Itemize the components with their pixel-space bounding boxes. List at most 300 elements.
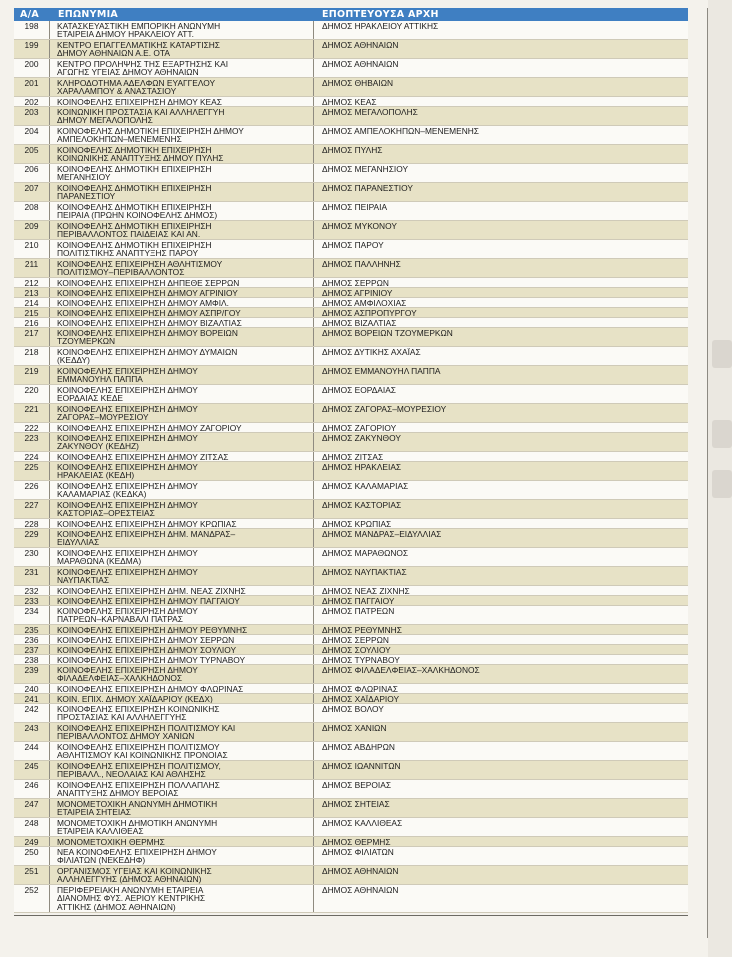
- entity-name-line: ΕΙΔΥΛΛΙΑΣ: [57, 537, 100, 547]
- table-row: [14, 462, 688, 481]
- table-row: [14, 240, 688, 259]
- supervising-authority: ΔΗΜΟΣ ΖΑΓΟΡΑΣ–ΜΟΥΡΕΣΙΟΥ: [322, 404, 447, 414]
- entity-name: [50, 761, 314, 779]
- entity-name-line: ΚΟΙΝΟΦΕΛΗΣ ΕΠΙΧΕΙΡΗΣΗ ΔΗΜΟΥ ΚΡΩΠΙΑΣ: [57, 519, 237, 528]
- entity-name-line: ΚΟΙΝΟΦΕΛΗΣ ΕΠΙΧΕΙΡΗΣΗ ΔΗΜΟΥ ΒΙΖΑΛΤΙΑΣ: [57, 318, 242, 327]
- table-row: [14, 452, 688, 462]
- table-row: [14, 704, 688, 723]
- row-number: 246: [14, 780, 50, 798]
- table-row: [14, 78, 688, 97]
- entity-name-line: ΕΤΑΙΡΕΙΑ ΔΗΜΟΥ ΗΡΑΚΛΕΙΟΥ ΑΤΤ.: [57, 29, 194, 39]
- entity-name-line: ΗΡΑΚΛΕΙΑΣ (ΚΕΔΗ): [57, 470, 135, 480]
- supervising-authority: ΔΗΜΟΣ ΠΑΓΓΑΙΟΥ: [322, 596, 395, 605]
- entity-name: [50, 278, 314, 287]
- table-row: [14, 59, 688, 78]
- entity-name-line: ΔΗΜΟΥ ΜΕΓΑΛΟΠΟΛΗΣ: [57, 115, 153, 125]
- row-number: 207: [14, 183, 50, 201]
- entity-name-line: ΠΕΡΙΒΑΛΛΟΝΤΟΣ ΠΑΙΔΕΙΑΣ ΚΑΙ ΑΝ.: [57, 229, 201, 239]
- row-number: 223: [14, 433, 50, 451]
- row-number: 250: [14, 847, 50, 865]
- table-row: [14, 145, 688, 164]
- table-row: [14, 635, 688, 645]
- entity-name-line: ΜΟΝΟΜΕΤΟΧΙΚΗ ΑΝΩΝΥΜΗ ΔΗΜΟΤΙΚΗ: [57, 799, 218, 809]
- entity-name: [50, 59, 314, 77]
- table-row: [14, 606, 688, 625]
- row-number: 242: [14, 704, 50, 722]
- entity-name: [50, 308, 314, 317]
- row-number: 229: [14, 529, 50, 547]
- entity-name-line: ΕΜΜΑΝΟΥΗΛ ΠΑΠΠΑ: [57, 374, 143, 384]
- bleed-through-mark: [712, 420, 732, 448]
- entity-name-line: ΑΜΠΕΛΟΚΗΠΩΝ–ΜΕΝΕΜΕΝΗΣ: [57, 134, 182, 144]
- entity-name-line: ΚΟΙΝΟΦΕΛΗΣ ΕΠΙΧΕΙΡΗΣΗ ΔΗΜΟΥ ΚΕΑΣ: [57, 97, 222, 106]
- entity-name: [50, 684, 314, 693]
- entity-name-line: ΧΑΡΑΛΑΜΠΟΥ & ΑΝΑΣΤΑΣΙΟΥ: [57, 86, 177, 96]
- supervising-authority: ΔΗΜΟΣ ΣΕΡΡΩΝ: [322, 278, 389, 287]
- row-number: 233: [14, 596, 50, 605]
- entity-name-line: ΚΕΝΤΡΟ ΠΡΟΛΗΨΗΣ ΤΗΣ ΕΞΑΡΤΗΣΗΣ ΚΑΙ: [57, 59, 229, 69]
- entity-name-line: ΜΕΓΑΝΗΣΙΟΥ: [57, 172, 111, 182]
- row-number: 210: [14, 240, 50, 258]
- supervising-authority: ΔΗΜΟΣ ΙΩΑΝΝΙΤΩΝ: [322, 761, 401, 771]
- bleed-through-mark: [712, 340, 732, 368]
- entity-name: [50, 423, 314, 432]
- entity-name: [50, 645, 314, 654]
- supervising-authority: ΔΗΜΟΣ ΑΒΔΗΡΩΝ: [322, 742, 395, 752]
- table-row: [14, 519, 688, 529]
- entity-name-line: ΦΙΛΙΑΤΩΝ (ΝΕΚΕΔΗΦ): [57, 855, 146, 865]
- entity-name: [50, 586, 314, 595]
- row-number: 237: [14, 645, 50, 654]
- row-number: 247: [14, 799, 50, 817]
- table-row: [14, 586, 688, 596]
- entity-name-line: ΖΑΓΟΡΑΣ–ΜΟΥΡΕΣΙΟΥ: [57, 412, 149, 422]
- entity-name: [50, 885, 314, 912]
- supervising-authority: ΔΗΜΟΣ ΑΘΗΝΑΙΩΝ: [322, 59, 399, 69]
- table-row: [14, 529, 688, 548]
- entity-name-line: ΚΟΙΝΟΦΕΛΗΣ ΕΠΙΧΕΙΡΗΣΗ ΔΗΜΟΥ ΑΣΠΡ/ΓΟΥ: [57, 308, 241, 317]
- supervising-authority: ΔΗΜΟΣ ΒΟΛΟΥ: [322, 704, 384, 714]
- entity-name: [50, 78, 314, 96]
- table-row: [14, 684, 688, 694]
- table-row: [14, 433, 688, 452]
- entity-name-line: ΚΟΙΝΟΦΕΛΗΣ ΕΠΙΧΕΙΡΗΣΗ ΚΟΙΝΩΝΙΚΗΣ: [57, 704, 220, 714]
- supervising-authority: ΔΗΜΟΣ ΝΑΥΠΑΚΤΙΑΣ: [322, 567, 407, 577]
- entity-name-line: ΠΑΡΑΝΕΣΤΙΟΥ: [57, 191, 116, 201]
- bleed-through-mark: [712, 470, 732, 498]
- supervising-authority: ΔΗΜΟΣ ΠΑΡΟΥ: [322, 240, 384, 250]
- entity-name-line: ΚΟΙΝΟΦΕΛΗΣ ΕΠΙΧΕΙΡΗΣΗ ΔΗΜΟΥ ΡΕΘΥΜΝΗΣ: [57, 625, 248, 634]
- row-number: 252: [14, 885, 50, 912]
- entity-name-line: ΚΟΙΝΟΦΕΛΗΣ ΕΠΙΧΕΙΡΗΣΗ ΔΗΜΟΥ ΒΟΡΕΙΩΝ: [57, 328, 238, 338]
- supervising-authority: ΔΗΜΟΣ ΚΑΣΤΟΡΙΑΣ: [322, 500, 402, 510]
- supervising-authority: ΔΗΜΟΣ ΖΑΓΟΡΙΟΥ: [322, 423, 397, 432]
- entity-name-line: ΚΟΙΝΟΦΕΛΗΣ ΕΠΙΧΕΙΡΗΣΗ ΑΘΛΗΤΙΣΜΟΥ: [57, 259, 223, 269]
- supervising-authority: ΔΗΜΟΣ ΒΕΡΟΙΑΣ: [322, 780, 391, 790]
- entity-name: [50, 548, 314, 566]
- row-number: 234: [14, 606, 50, 624]
- entity-name-line: ΚΟΙΝΟΦΕΛΗΣ ΕΠΙΧΕΙΡΗΣΗ ΔΗΜ. ΜΑΝΔΡΑΣ–: [57, 529, 236, 539]
- table-row: [14, 385, 688, 404]
- supervising-authority: ΔΗΜΟΣ ΧΑΝΙΩΝ: [322, 723, 387, 733]
- entity-name: [50, 126, 314, 144]
- row-number: 240: [14, 684, 50, 693]
- row-number: 248: [14, 818, 50, 836]
- row-number: 219: [14, 366, 50, 384]
- header-name: ΕΠΩΝΥΜΙΑ: [58, 9, 119, 20]
- table-row: [14, 126, 688, 145]
- entity-name: [50, 40, 314, 58]
- row-number: 217: [14, 328, 50, 346]
- row-number: 201: [14, 78, 50, 96]
- supervising-authority: ΔΗΜΟΣ ΚΡΩΠΙΑΣ: [322, 519, 392, 528]
- supervising-authority: ΔΗΜΟΣ ΑΘΗΝΑΙΩΝ: [322, 885, 399, 895]
- entity-name: [50, 567, 314, 585]
- entity-name-line: ΝΕΑ ΚΟΙΝΟΦΕΛΗΣ ΕΠΙΧΕΙΡΗΣΗ ΔΗΜΟΥ: [57, 847, 217, 857]
- entity-name-line: ΚΟΙΝΟΦΕΛΗΣ ΕΠΙΧΕΙΡΗΣΗ ΔΗΜΟΥ: [57, 366, 198, 376]
- row-number: 205: [14, 145, 50, 163]
- entity-name: [50, 635, 314, 644]
- entity-name-line: ΚΟΙΝΟΦΕΛΗΣ ΕΠΙΧΕΙΡΗΣΗ ΠΟΛΙΤΙΣΜΟΥ ΚΑΙ: [57, 723, 236, 733]
- supervising-authority: ΔΗΜΟΣ ΣΕΡΡΩΝ: [322, 635, 389, 644]
- entity-name-line: ΕΟΡΔΑΙΑΣ ΚΕΔΕ: [57, 393, 124, 403]
- entity-name-line: ΠΑΤΡΕΩΝ–ΚΑΡΝΑΒΑΛΙ ΠΑΤΡΑΣ: [57, 614, 183, 624]
- entity-name: [50, 21, 314, 39]
- entity-name-line: ΚΑΣΤΟΡΙΑΣ–ΟΡΕΣΤΕΙΑΣ: [57, 508, 155, 518]
- table-row: [14, 97, 688, 107]
- row-number: 226: [14, 481, 50, 499]
- supervising-authority: ΔΗΜΟΣ ΜΥΚΟΝΟΥ: [322, 221, 397, 231]
- table-row: [14, 665, 688, 684]
- supervising-authority: ΔΗΜΟΣ ΜΑΝΔΡΑΣ–ΕΙΔΥΛΛΙΑΣ: [322, 529, 442, 539]
- supervising-authority: ΔΗΜΟΣ ΗΡΑΚΛΕΙΟΥ ΑΤΤΙΚΗΣ: [322, 21, 439, 31]
- entity-name-line: ΚΟΙΝΟΦΕΛΗΣ ΕΠΙΧΕΙΡΗΣΗ ΔΗΜΟΥ ΦΛΩΡΙΝΑΣ: [57, 684, 244, 693]
- entity-name: [50, 866, 314, 884]
- entity-name: [50, 847, 314, 865]
- entity-name-line: ΚΟΙΝΟΦΕΛΗΣ ΕΠΙΧΕΙΡΗΣΗ ΠΟΛΙΤΙΣΜΟΥ,: [57, 761, 221, 771]
- row-number: 209: [14, 221, 50, 239]
- table-row: [14, 221, 688, 240]
- supervising-authority: ΔΗΜΟΣ ΒΙΖΑΛΤΙΑΣ: [322, 318, 397, 327]
- entity-name-line: ΚΟΙΝΟΦΕΛΗΣ ΕΠΙΧΕΙΡΗΣΗ ΔΗΜΟΥ: [57, 481, 198, 491]
- supervising-authority: ΔΗΜΟΣ ΠΕΙΡΑΙΑ: [322, 202, 388, 212]
- supervising-authority: ΔΗΜΟΣ ΑΘΗΝΑΙΩΝ: [322, 40, 399, 50]
- row-number: 199: [14, 40, 50, 58]
- table-row: [14, 40, 688, 59]
- entity-name: [50, 625, 314, 634]
- supervising-authority: ΔΗΜΟΣ ΔΥΤΙΚΗΣ ΑΧΑΪΑΣ: [322, 347, 421, 357]
- supervising-authority: ΔΗΜΟΣ ΠΑΡΑΝΕΣΤΙΟΥ: [322, 183, 413, 193]
- supervising-authority: ΔΗΜΟΣ ΑΜΦΙΛΟΧΙΑΣ: [322, 298, 407, 307]
- table-row: [14, 347, 688, 366]
- entity-name-line: ΚΟΙΝΟΦΕΛΗΣ ΕΠΙΧΕΙΡΗΣΗ ΔΗΜΟΥ: [57, 385, 198, 395]
- entity-name-line: ΚΟΙΝΟΦΕΛΗΣ ΔΗΜΟΤΙΚΗ ΕΠΙΧΕΙΡΗΣΗ: [57, 183, 212, 193]
- row-number: 216: [14, 318, 50, 327]
- row-number: 243: [14, 723, 50, 741]
- row-number: 212: [14, 278, 50, 287]
- entity-name: [50, 328, 314, 346]
- supervising-authority: ΔΗΜΟΣ ΤΥΡΝΑΒΟΥ: [322, 655, 400, 664]
- entity-name-line: ΤΖΟΥΜΕΡΚΩΝ: [57, 336, 116, 346]
- table-row: [14, 645, 688, 655]
- table-row: [14, 423, 688, 433]
- row-number: 244: [14, 742, 50, 760]
- entity-name-line: ΚΟΙΝΟΦΕΛΗΣ ΕΠΙΧΕΙΡΗΣΗ ΔΗΜΟΥ: [57, 462, 198, 472]
- row-number: 232: [14, 586, 50, 595]
- row-number: 214: [14, 298, 50, 307]
- table-row: [14, 761, 688, 780]
- table-row: [14, 885, 688, 913]
- entity-name-line: ΚΟΙΝΩΝΙΚΗΣ ΑΝΑΠΤΥΞΗΣ ΔΗΜΟΥ ΠΥΛΗΣ: [57, 153, 224, 163]
- table-row: [14, 818, 688, 837]
- entity-name: [50, 288, 314, 297]
- entity-name-line: ΖΑΚΥΝΘΟΥ (ΚΕΔΗΖ): [57, 441, 139, 451]
- table-row: [14, 694, 688, 704]
- entity-name: [50, 366, 314, 384]
- supervising-authority: ΔΗΜΟΣ ΣΟΥΛΙΟΥ: [322, 645, 391, 654]
- supervising-authority: ΔΗΜΟΣ ΚΑΛΑΜΑΡΙΑΣ: [322, 481, 409, 491]
- table-row: [14, 742, 688, 761]
- entity-name: [50, 462, 314, 480]
- entity-name-line: ΚΟΙΝΟΦΕΛΗΣ ΕΠΙΧΕΙΡΗΣΗ ΔΗΜΟΥ: [57, 665, 198, 675]
- row-number: 204: [14, 126, 50, 144]
- table-row: [14, 567, 688, 586]
- entity-name-line: ΠΕΙΡΑΙΑ (ΠΡΩΗΝ ΚΟΙΝΟΦΕΛΗΣ ΔΗΜΟΣ): [57, 210, 218, 220]
- table-row: [14, 107, 688, 126]
- entity-name: [50, 452, 314, 461]
- entity-name: [50, 240, 314, 258]
- row-number: 221: [14, 404, 50, 422]
- row-number: 249: [14, 837, 50, 846]
- entity-name-line: ΚΟΙΝΟΦΕΛΗΣ ΔΗΜΟΤΙΚΗ ΕΠΙΧΕΙΡΗΣΗ ΔΗΜΟΥ: [57, 126, 244, 136]
- entity-name-line: ΚΟΙΝΟΦΕΛΗΣ ΕΠΙΧΕΙΡΗΣΗ ΠΟΛΛΑΠΛΗΣ: [57, 780, 220, 790]
- entity-name-line: ΚΟΙΝΟΦΕΛΗΣ ΔΗΜΟΤΙΚΗ ΕΠΙΧΕΙΡΗΣΗ: [57, 145, 212, 155]
- entity-name: [50, 385, 314, 403]
- table-row: [14, 288, 688, 298]
- entity-name-line: ΠΟΛΙΤΙΣΜΟΥ–ΠΕΡΙΒΑΛΛΟΝΤΟΣ: [57, 267, 185, 277]
- row-number: 235: [14, 625, 50, 634]
- entity-name-line: ΚΟΙΝΟΦΕΛΗΣ ΕΠΙΧΕΙΡΗΣΗ ΔΗΠΕΘΕ ΣΕΡΡΩΝ: [57, 278, 240, 287]
- table-row: [14, 318, 688, 328]
- entity-name-line: ΚΟΙΝΟΦΕΛΗΣ ΕΠΙΧΕΙΡΗΣΗ ΔΗΜΟΥ ΖΙΤΣΑΣ: [57, 452, 229, 461]
- entity-name: [50, 519, 314, 528]
- table-row: [14, 723, 688, 742]
- row-number: 206: [14, 164, 50, 182]
- supervising-authority: ΔΗΜΟΣ ΦΙΛΙΑΤΩΝ: [322, 847, 394, 857]
- row-number: 208: [14, 202, 50, 220]
- row-number: 230: [14, 548, 50, 566]
- row-number: 225: [14, 462, 50, 480]
- table-row: [14, 404, 688, 423]
- entity-name-line: ΑΤΤΙΚΗΣ (ΔΗΜΟΣ ΑΘΗΝΑΙΩΝ): [57, 901, 176, 912]
- entity-name-line: ΚΟΙΝΟΦΕΛΗΣ ΕΠΙΧΕΙΡΗΣΗ ΔΗΜΟΥ: [57, 548, 198, 558]
- entity-name-line: ΚΑΛΑΜΑΡΙΑΣ (ΚΕΔΚΑ): [57, 489, 147, 499]
- entity-name-line: ΚΕΝΤΡΟ ΕΠΑΓΓΕΛΜΑΤΙΚΗΣ ΚΑΤΑΡΤΙΣΗΣ: [57, 40, 220, 50]
- supervising-authority: ΔΗΜΟΣ ΧΑΪΔΑΡΙΟΥ: [322, 694, 400, 703]
- row-number: 245: [14, 761, 50, 779]
- row-number: 241: [14, 694, 50, 703]
- table-row: [14, 837, 688, 847]
- table-row: [14, 164, 688, 183]
- entity-name-line: (ΚΕΔΔΥ): [57, 355, 90, 365]
- table-row: [14, 481, 688, 500]
- header-authority: ΕΠΟΠΤΕΥΟΥΣΑ ΑΡΧΗ: [322, 9, 439, 20]
- entity-name: [50, 145, 314, 163]
- entity-name: [50, 694, 314, 703]
- table-row: [14, 278, 688, 288]
- table-row: [14, 799, 688, 818]
- entity-name-line: ΠΡΟΣΤΑΣΙΑΣ ΚΑΙ ΑΛΛΗΛΕΓΓΥΗΣ: [57, 712, 187, 722]
- table-row: [14, 500, 688, 519]
- entity-name-line: ΑΓΩΓΗΣ ΥΓΕΙΑΣ ΔΗΜΟΥ ΑΘΗΝΑΙΩΝ: [57, 67, 199, 77]
- entity-name-line: ΚΟΙΝ. ΕΠΙΧ. ΔΗΜΟΥ ΧΑΪΔΑΡΙΟΥ (ΚΕΔΧ): [57, 694, 213, 703]
- entity-name-line: ΚΟΙΝΟΦΕΛΗΣ ΕΠΙΧΕΙΡΗΣΗ ΔΗΜΟΥ ΑΜΦΙΛ.: [57, 298, 229, 307]
- supervising-authority: ΔΗΜΟΣ ΦΛΩΡΙΝΑΣ: [322, 684, 398, 693]
- row-number: 220: [14, 385, 50, 403]
- table-row: [14, 328, 688, 347]
- row-number: 211: [14, 259, 50, 277]
- entity-name-line: ΕΤΑΙΡΕΙΑ ΣΗΤΕΙΑΣ: [57, 807, 131, 817]
- supervising-authority: ΔΗΜΟΣ ΑΘΗΝΑΙΩΝ: [322, 866, 399, 876]
- entity-name: [50, 183, 314, 201]
- entity-name: [50, 655, 314, 664]
- entity-name-line: ΑΘΛΗΤΙΣΜΟΥ ΚΑΙ ΚΟΙΝΩΝΙΚΗΣ ΠΡΟΝΟΙΑΣ: [57, 750, 228, 760]
- entity-name-line: ΑΝΑΠΤΥΞΗΣ ΔΗΜΟΥ ΒΕΡΟΙΑΣ: [57, 788, 179, 798]
- supervising-authority: ΔΗΜΟΣ ΜΕΓΑΝΗΣΙΟΥ: [322, 164, 409, 174]
- supervising-authority: ΔΗΜΟΣ ΗΡΑΚΛΕΙΑΣ: [322, 462, 402, 472]
- entity-name-line: ΚΟΙΝΟΦΕΛΗΣ ΕΠΙΧΕΙΡΗΣΗ ΔΗΜΟΥ: [57, 404, 198, 414]
- entity-name: [50, 818, 314, 836]
- entity-name-line: ΚΟΙΝΟΦΕΛΗΣ ΔΗΜΟΤΙΚΗ ΕΠΙΧΕΙΡΗΣΗ: [57, 202, 212, 212]
- entity-name-line: ΚΟΙΝΟΦΕΛΗΣ ΕΠΙΧΕΙΡΗΣΗ ΔΗΜΟΥ ΑΓΡΙΝΙΟΥ: [57, 288, 238, 297]
- table-row: [14, 21, 688, 40]
- entity-name: [50, 704, 314, 722]
- table-row: [14, 366, 688, 385]
- entity-name-line: ΝΑΥΠΑΚΤΙΑΣ: [57, 575, 110, 585]
- entity-name-line: ΚΟΙΝΟΦΕΛΗΣ ΕΠΙΧΕΙΡΗΣΗ ΔΗΜΟΥ: [57, 500, 198, 510]
- table-bottom-rule: [14, 915, 688, 916]
- table-row: [14, 202, 688, 221]
- table-row: [14, 847, 688, 866]
- entity-name-line: ΚΟΙΝΟΦΕΛΗΣ ΕΠΙΧΕΙΡΗΣΗ ΔΗΜΟΥ ΣΕΡΡΩΝ: [57, 635, 235, 644]
- entity-name: [50, 742, 314, 760]
- entity-name-line: ΠΕΡΙΦΕΡΕΙΑΚΗ ΑΝΩΝΥΜΗ ΕΤΑΙΡΕΙΑ: [57, 885, 204, 895]
- entity-name: [50, 164, 314, 182]
- entity-name-line: ΚΟΙΝΟΦΕΛΗΣ ΔΗΜΟΤΙΚΗ ΕΠΙΧΕΙΡΗΣΗ: [57, 240, 212, 250]
- row-number: 239: [14, 665, 50, 683]
- supervising-authority: ΔΗΜΟΣ ΘΗΒΑΙΩΝ: [322, 78, 394, 88]
- row-number: 203: [14, 107, 50, 125]
- supervising-authority: ΔΗΜΟΣ ΠΑΛΛΗΝΗΣ: [322, 259, 401, 269]
- table-row: [14, 308, 688, 318]
- entity-name: [50, 221, 314, 239]
- row-number: 231: [14, 567, 50, 585]
- supervising-authority: ΔΗΜΟΣ ΖΙΤΣΑΣ: [322, 452, 384, 461]
- entity-name-line: ΕΤΑΙΡΕΙΑ ΚΑΛΛΙΘΕΑΣ: [57, 826, 144, 836]
- supervising-authority: ΔΗΜΟΣ ΜΕΓΑΛΟΠΟΛΗΣ: [322, 107, 418, 117]
- row-number: 227: [14, 500, 50, 518]
- entity-name-line: ΟΡΓΑΝΙΣΜΟΣ ΥΓΕΙΑΣ ΚΑΙ ΚΟΙΝΩΝΙΚΗΣ: [57, 866, 212, 876]
- supervising-authority: ΔΗΜΟΣ ΚΑΛΛΙΘΕΑΣ: [322, 818, 403, 828]
- supervising-authority: ΔΗΜΟΣ ΝΕΑΣ ΖΙΧΝΗΣ: [322, 586, 410, 595]
- entity-name-line: ΚΑΤΑΣΚΕΥΑΣΤΙΚΗ ΕΜΠΟΡΙΚΗ ΑΝΩΝΥΜΗ: [57, 21, 221, 31]
- supervising-authority: ΔΗΜΟΣ ΒΟΡΕΙΩΝ ΤΖΟΥΜΕΡΚΩΝ: [322, 328, 453, 338]
- supervising-authority: ΔΗΜΟΣ ΕΟΡΔΑΙΑΣ: [322, 385, 396, 395]
- table-row: [14, 866, 688, 885]
- entity-name-line: ΚΟΙΝΩΝΙΚΗ ΠΡΟΣΤΑΣΙΑ ΚΑΙ ΑΛΛΗΛΕΓΓΥΗ: [57, 107, 225, 117]
- table-row: [14, 596, 688, 606]
- supervising-authority: ΔΗΜΟΣ ΕΜΜΑΝΟΥΗΛ ΠΑΠΠΑ: [322, 366, 441, 376]
- entity-name-line: ΚΟΙΝΟΦΕΛΗΣ ΕΠΙΧΕΙΡΗΣΗ ΔΗΜΟΥ: [57, 567, 198, 577]
- table-row: [14, 655, 688, 665]
- row-number: 198: [14, 21, 50, 39]
- entity-name: [50, 500, 314, 518]
- entity-name: [50, 318, 314, 327]
- entity-name-line: ΚΟΙΝΟΦΕΛΗΣ ΕΠΙΧΕΙΡΗΣΗ ΔΗΜΟΥ: [57, 606, 198, 616]
- entity-name-line: ΚΟΙΝΟΦΕΛΗΣ ΕΠΙΧΕΙΡΗΣΗ ΔΗΜΟΥ ΣΟΥΛΙΟΥ: [57, 645, 237, 654]
- entity-name-line: ΜΟΝΟΜΕΤΟΧΙΚΗ ΘΕΡΜΗΣ: [57, 837, 165, 846]
- entity-name: [50, 665, 314, 683]
- supervising-authority: ΔΗΜΟΣ ΣΗΤΕΙΑΣ: [322, 799, 390, 809]
- supervising-authority: ΔΗΜΟΣ ΘΕΡΜΗΣ: [322, 837, 391, 846]
- row-number: 228: [14, 519, 50, 528]
- supervising-authority: ΔΗΜΟΣ ΑΣΠΡΟΠΥΡΓΟΥ: [322, 308, 417, 317]
- supervising-authority: ΔΗΜΟΣ ΑΜΠΕΛΟΚΗΠΩΝ–ΜΕΝΕΜΕΝΗΣ: [322, 126, 479, 136]
- row-number: 200: [14, 59, 50, 77]
- row-number: 215: [14, 308, 50, 317]
- supervising-authority: ΔΗΜΟΣ ΠΥΛΗΣ: [322, 145, 383, 155]
- entity-name: [50, 404, 314, 422]
- entity-name-line: ΠΕΡΙΒΑΛΛ., ΝΕΟΛΑΙΑΣ ΚΑΙ ΑΘΛΗΣΗΣ: [57, 769, 206, 779]
- entity-name-line: ΚΟΙΝΟΦΕΛΗΣ ΕΠΙΧΕΙΡΗΣΗ ΔΗΜΟΥ ΤΥΡΝΑΒΟΥ: [57, 655, 246, 664]
- entity-name-line: ΚΟΙΝΟΦΕΛΗΣ ΕΠΙΧΕΙΡΗΣΗ ΔΗΜΟΥ ΔΥΜΑΙΩΝ: [57, 347, 238, 357]
- table-row: [14, 625, 688, 635]
- row-number: 218: [14, 347, 50, 365]
- row-number: 213: [14, 288, 50, 297]
- supervising-authority: ΔΗΜΟΣ ΠΑΤΡΕΩΝ: [322, 606, 395, 616]
- entity-name: [50, 723, 314, 741]
- entity-name: [50, 837, 314, 846]
- header-aa: Α/Α: [20, 9, 40, 20]
- supervising-authority: ΔΗΜΟΣ ΚΕΑΣ: [322, 97, 377, 106]
- table-row: [14, 780, 688, 799]
- entity-name-line: ΠΕΡΙΒΑΛΛΟΝΤΟΣ ΔΗΜΟΥ ΧΑΝΙΩΝ: [57, 731, 195, 741]
- supervising-authority: ΔΗΜΟΣ ΜΑΡΑΘΩΝΟΣ: [322, 548, 409, 558]
- entity-name-line: ΚΟΙΝΟΦΕΛΗΣ ΕΠΙΧΕΙΡΗΣΗ ΔΗΜΟΥ ΠΑΓΓΑΙΟΥ: [57, 596, 240, 605]
- table-body: [14, 21, 688, 913]
- entity-name: [50, 780, 314, 798]
- row-number: 238: [14, 655, 50, 664]
- entity-name: [50, 298, 314, 307]
- entity-name-line: ΜΟΝΟΜΕΤΟΧΙΚΗ ΔΗΜΟΤΙΚΗ ΑΝΩΝΥΜΗ: [57, 818, 218, 828]
- entity-name: [50, 433, 314, 451]
- row-number: 236: [14, 635, 50, 644]
- entity-name-line: ΚΟΙΝΟΦΕΛΗΣ ΕΠΙΧΕΙΡΗΣΗ ΠΟΛΙΤΙΣΜΟΥ: [57, 742, 220, 752]
- supervising-authority: ΔΗΜΟΣ ΡΕΘΥΜΝΗΣ: [322, 625, 402, 634]
- entity-name-line: ΑΛΛΗΛΕΓΓΥΗΣ (ΔΗΜΟΣ ΑΘΗΝΑΙΩΝ): [57, 874, 202, 884]
- entity-name: [50, 481, 314, 499]
- entity-name-line: ΚΟΙΝΟΦΕΛΗΣ ΕΠΙΧΕΙΡΗΣΗ ΔΗΜΟΥ ΖΑΓΟΡΙΟΥ: [57, 423, 242, 432]
- entity-name: [50, 107, 314, 125]
- entity-name: [50, 596, 314, 605]
- entity-name: [50, 529, 314, 547]
- entity-name-line: ΚΟΙΝΟΦΕΛΗΣ ΔΗΜΟΤΙΚΗ ΕΠΙΧΕΙΡΗΣΗ: [57, 221, 212, 231]
- entity-name-line: ΔΗΜΟΥ ΑΘΗΝΑΙΩΝ Α.Ε. ΟΤΑ: [57, 48, 171, 58]
- entity-name-line: ΚΟΙΝΟΦΕΛΗΣ ΕΠΙΧΕΙΡΗΣΗ ΔΗΜΟΥ: [57, 433, 198, 443]
- entity-name-line: ΜΑΡΑΘΩΝΑ (ΚΕΔΜΑ): [57, 556, 142, 566]
- entity-name: [50, 347, 314, 365]
- entity-name-line: ΚΟΙΝΟΦΕΛΗΣ ΔΗΜΟΤΙΚΗ ΕΠΙΧΕΙΡΗΣΗ: [57, 164, 212, 174]
